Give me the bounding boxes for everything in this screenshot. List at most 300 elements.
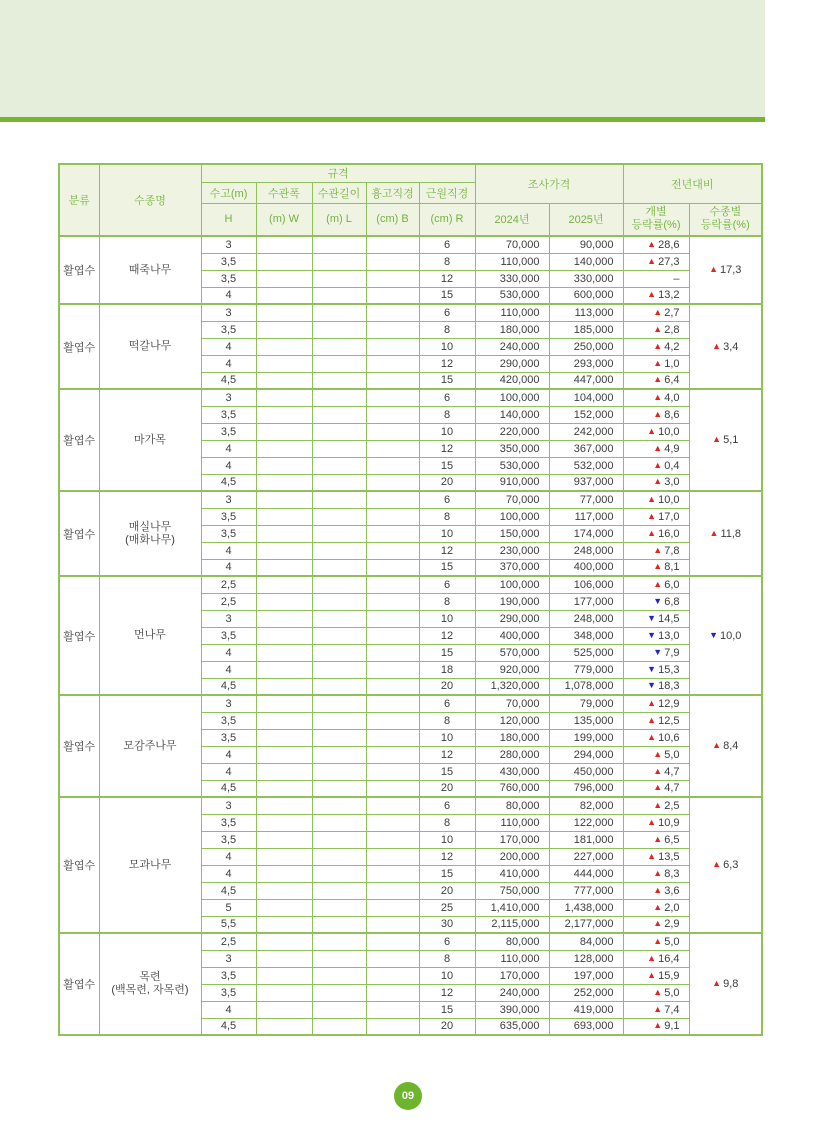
up-triangle-icon: ▲ (712, 434, 722, 444)
dbh-cell (366, 712, 419, 729)
crown-width-cell (256, 593, 312, 610)
up-triangle-icon: ▲ (653, 935, 663, 946)
height-cell: 4,5 (201, 780, 256, 797)
root-diameter-cell: 30 (419, 916, 475, 933)
rate-value: 7,9 (664, 646, 680, 659)
crown-width-cell (256, 355, 312, 372)
species-rate-cell (689, 491, 762, 576)
crown-length-cell (312, 695, 366, 712)
crown-width-cell (256, 933, 312, 950)
price-2025-cell: 248,000 (549, 542, 623, 559)
price-2025-cell: 252,000 (549, 984, 623, 1001)
price-2024-cell: 80,000 (475, 797, 549, 814)
item-rate-cell (623, 729, 689, 746)
header-root-diameter-unit: (cm) R (419, 203, 475, 236)
table-row (59, 491, 762, 508)
root-diameter-cell: 18 (419, 661, 475, 678)
header-crown-length: 수관길이 (312, 182, 366, 203)
rate-value: 17,0 (658, 510, 680, 523)
item-rate-cell (623, 559, 689, 576)
crown-width-cell (256, 780, 312, 797)
item-rate-cell (623, 610, 689, 627)
up-triangle-icon: ▲ (653, 1003, 663, 1014)
crown-length-cell (312, 882, 366, 899)
dbh-cell (366, 355, 419, 372)
dbh-cell (366, 508, 419, 525)
item-rate-cell (623, 236, 689, 253)
item-rate-cell (623, 338, 689, 355)
item-rate-cell (623, 542, 689, 559)
crown-width-cell (256, 678, 312, 695)
price-2025-cell: 135,000 (549, 712, 623, 729)
crown-width-cell (256, 406, 312, 423)
height-cell: 3,5 (201, 814, 256, 831)
price-2025-cell: 348,000 (549, 627, 623, 644)
dbh-cell (366, 372, 419, 389)
rate-value: 2,7 (664, 306, 680, 319)
dbh-cell (366, 559, 419, 576)
crown-width-cell (256, 984, 312, 1001)
table-row (59, 236, 762, 253)
item-rate-cell (623, 1001, 689, 1018)
up-triangle-icon: ▲ (653, 408, 663, 419)
height-cell: 3 (201, 695, 256, 712)
item-rate-cell (623, 474, 689, 491)
height-cell: 3 (201, 389, 256, 406)
item-rate-cell (623, 865, 689, 882)
dbh-cell (366, 287, 419, 304)
rate-value: 2,9 (664, 918, 680, 931)
price-2025-cell: 532,000 (549, 457, 623, 474)
rate-value: 13,2 (658, 289, 680, 302)
crown-length-cell (312, 525, 366, 542)
root-diameter-cell: 6 (419, 389, 475, 406)
rate-value: 10,0 (658, 493, 680, 506)
rate-value: 8,6 (664, 408, 680, 421)
dbh-cell (366, 1001, 419, 1018)
height-cell: 5 (201, 899, 256, 916)
price-2025-cell: 122,000 (549, 814, 623, 831)
root-diameter-cell: 10 (419, 831, 475, 848)
price-2025-cell: 128,000 (549, 950, 623, 967)
root-diameter-cell: 8 (419, 712, 475, 729)
header-crown-length-unit: (m) L (312, 203, 366, 236)
price-2024-cell: 110,000 (475, 304, 549, 321)
price-2025-cell: 444,000 (549, 865, 623, 882)
price-2024-cell: 110,000 (475, 814, 549, 831)
height-cell: 3,5 (201, 525, 256, 542)
item-rate-cell (623, 406, 689, 423)
crown-width-cell (256, 304, 312, 321)
item-rate-cell (623, 1018, 689, 1035)
price-2024-cell: 635,000 (475, 1018, 549, 1035)
price-2024-cell: 200,000 (475, 848, 549, 865)
rate-value: 17,3 (720, 264, 742, 276)
price-2025-cell: 419,000 (549, 1001, 623, 1018)
item-rate-cell (623, 627, 689, 644)
header-height: 수고(m) (201, 182, 256, 203)
dbh-cell (366, 763, 419, 780)
item-rate-cell (623, 882, 689, 899)
crown-length-cell (312, 304, 366, 321)
root-diameter-cell: 15 (419, 1001, 475, 1018)
dbh-cell (366, 440, 419, 457)
price-2024-cell: 570,000 (475, 644, 549, 661)
price-2025-cell: 84,000 (549, 933, 623, 950)
crown-length-cell (312, 950, 366, 967)
table-row (59, 576, 762, 593)
item-rate-cell (623, 423, 689, 440)
height-cell: 2,5 (201, 933, 256, 950)
price-2025-cell: 197,000 (549, 967, 623, 984)
down-triangle-icon: ▼ (647, 629, 657, 640)
height-cell: 3,5 (201, 321, 256, 338)
crown-width-cell (256, 661, 312, 678)
tree-price-table (58, 163, 763, 1036)
crown-length-cell (312, 440, 366, 457)
root-diameter-cell: 15 (419, 763, 475, 780)
rate-value: 0,4 (664, 459, 680, 472)
dbh-cell (366, 729, 419, 746)
header-dbh-unit: (cm) B (366, 203, 419, 236)
price-2024-cell: 180,000 (475, 729, 549, 746)
down-triangle-icon: ▼ (653, 595, 663, 606)
dbh-cell (366, 695, 419, 712)
dbh-cell (366, 882, 419, 899)
item-rate-cell (623, 899, 689, 916)
price-2024-cell: 530,000 (475, 457, 549, 474)
rate-value: 2,0 (664, 901, 680, 914)
price-2024-cell: 280,000 (475, 746, 549, 763)
up-triangle-icon: ▲ (653, 561, 663, 572)
crown-length-cell (312, 831, 366, 848)
price-2024-cell: 370,000 (475, 559, 549, 576)
dbh-cell (366, 814, 419, 831)
item-rate-cell (623, 304, 689, 321)
height-cell: 3,5 (201, 406, 256, 423)
item-rate-cell (623, 780, 689, 797)
crown-width-cell (256, 729, 312, 746)
rate-value: 13,5 (658, 850, 680, 863)
rate-value: 6,0 (664, 578, 680, 591)
crown-width-cell (256, 253, 312, 270)
dbh-cell (366, 423, 419, 440)
root-diameter-cell: 8 (419, 406, 475, 423)
category-cell: 활엽수 (59, 933, 99, 1035)
height-cell: 4 (201, 457, 256, 474)
price-2025-cell: 181,000 (549, 831, 623, 848)
rate-value: 12,5 (658, 714, 680, 727)
item-rate-cell (623, 389, 689, 406)
down-triangle-icon: ▼ (653, 646, 663, 657)
rate-value: 2,8 (664, 323, 680, 336)
crown-length-cell (312, 933, 366, 950)
dbh-cell (366, 950, 419, 967)
price-2024-cell: 290,000 (475, 610, 549, 627)
rate-value: 13,0 (658, 629, 680, 642)
price-2024-cell: 100,000 (475, 576, 549, 593)
rate-value: 16,4 (658, 952, 680, 965)
crown-length-cell (312, 729, 366, 746)
crown-width-cell (256, 525, 312, 542)
rate-value: 15,3 (658, 663, 680, 676)
dbh-cell (366, 661, 419, 678)
crown-width-cell (256, 627, 312, 644)
root-diameter-cell: 15 (419, 865, 475, 882)
crown-length-cell (312, 406, 366, 423)
header-year-2024: 2024년 (475, 203, 549, 236)
rate-value: 3,6 (664, 884, 680, 897)
up-triangle-icon: ▲ (647, 952, 657, 963)
up-triangle-icon: ▲ (712, 978, 722, 988)
dbh-cell (366, 321, 419, 338)
height-cell: 4 (201, 559, 256, 576)
root-diameter-cell: 20 (419, 678, 475, 695)
price-2024-cell: 100,000 (475, 508, 549, 525)
crown-width-cell (256, 338, 312, 355)
up-triangle-icon: ▲ (653, 391, 663, 402)
height-cell: 3,5 (201, 729, 256, 746)
height-cell: 2,5 (201, 576, 256, 593)
price-2024-cell: 80,000 (475, 933, 549, 950)
price-2025-cell: 174,000 (549, 525, 623, 542)
price-2025-cell: 242,000 (549, 423, 623, 440)
item-rate-cell (623, 355, 689, 372)
price-2024-cell: 530,000 (475, 287, 549, 304)
height-cell: 4,5 (201, 882, 256, 899)
up-triangle-icon: ▲ (647, 238, 657, 249)
height-cell: 3,5 (201, 967, 256, 984)
rate-value: 10,6 (658, 731, 680, 744)
price-2024-cell: 390,000 (475, 1001, 549, 1018)
height-cell: 3 (201, 304, 256, 321)
up-triangle-icon: ▲ (653, 884, 663, 895)
root-diameter-cell: 12 (419, 627, 475, 644)
crown-length-cell (312, 491, 366, 508)
table-row (59, 797, 762, 814)
item-rate-cell (623, 508, 689, 525)
height-cell: 4 (201, 865, 256, 882)
page-header-band (0, 0, 765, 122)
price-2025-cell: 1,078,000 (549, 678, 623, 695)
up-triangle-icon: ▲ (653, 901, 663, 912)
price-2025-cell: 779,000 (549, 661, 623, 678)
species-rate-cell (689, 389, 762, 491)
root-diameter-cell: 8 (419, 950, 475, 967)
species-rate-cell (689, 797, 762, 933)
root-diameter-cell: 20 (419, 882, 475, 899)
crown-length-cell (312, 797, 366, 814)
height-cell: 3,5 (201, 831, 256, 848)
price-2025-cell: 796,000 (549, 780, 623, 797)
species-name-cell: 모감주나무 (99, 695, 201, 797)
up-triangle-icon: ▲ (647, 731, 657, 742)
root-diameter-cell: 12 (419, 355, 475, 372)
up-triangle-icon: ▲ (653, 867, 663, 878)
price-2025-cell: 2,177,000 (549, 916, 623, 933)
root-diameter-cell: 12 (419, 848, 475, 865)
height-cell: 3,5 (201, 627, 256, 644)
rate-value: 3,0 (664, 476, 680, 489)
header-spec-group: 규격 (201, 164, 475, 182)
rate-value: 10,9 (658, 816, 680, 829)
item-rate-cell (623, 525, 689, 542)
up-triangle-icon: ▲ (647, 969, 657, 980)
rate-value: 5,0 (664, 748, 680, 761)
up-triangle-icon: ▲ (653, 340, 663, 351)
crown-length-cell (312, 338, 366, 355)
header-root-diameter: 근원직경 (419, 182, 475, 203)
rate-value: 6,8 (664, 595, 680, 608)
crown-width-cell (256, 848, 312, 865)
crown-length-cell (312, 678, 366, 695)
up-triangle-icon: ▲ (647, 816, 657, 827)
up-triangle-icon: ▲ (653, 986, 663, 997)
dbh-cell (366, 457, 419, 474)
height-cell: 3,5 (201, 712, 256, 729)
price-2024-cell: 330,000 (475, 270, 549, 287)
crown-length-cell (312, 916, 366, 933)
root-diameter-cell: 6 (419, 797, 475, 814)
item-rate-cell (623, 814, 689, 831)
item-rate-cell (623, 797, 689, 814)
price-2024-cell: 170,000 (475, 967, 549, 984)
crown-width-cell (256, 491, 312, 508)
header-crown-width: 수관폭 (256, 182, 312, 203)
price-2025-cell: 77,000 (549, 491, 623, 508)
crown-length-cell (312, 423, 366, 440)
rate-value: 4,2 (664, 340, 680, 353)
up-triangle-icon: ▲ (653, 799, 663, 810)
header-species-rate-line2: 등락률(%) (700, 219, 750, 232)
up-triangle-icon: ▲ (653, 765, 663, 776)
price-2025-cell: 140,000 (549, 253, 623, 270)
rate-value: 7,4 (664, 1003, 680, 1016)
crown-width-cell (256, 423, 312, 440)
item-rate-cell (623, 763, 689, 780)
header-category: 분류 (59, 164, 99, 236)
price-2025-cell: 330,000 (549, 270, 623, 287)
rate-value: 18,3 (658, 680, 680, 693)
up-triangle-icon: ▲ (653, 748, 663, 759)
header-species-rate-line1: 수종별 (709, 206, 742, 219)
price-2025-cell: 447,000 (549, 372, 623, 389)
item-rate-cell (623, 457, 689, 474)
dbh-cell (366, 236, 419, 253)
root-diameter-cell: 8 (419, 508, 475, 525)
crown-length-cell (312, 508, 366, 525)
crown-length-cell (312, 848, 366, 865)
dbh-cell (366, 270, 419, 287)
price-2024-cell: 410,000 (475, 865, 549, 882)
dbh-cell (366, 865, 419, 882)
price-2025-cell: 693,000 (549, 1018, 623, 1035)
price-2025-cell: 293,000 (549, 355, 623, 372)
root-diameter-cell: 20 (419, 1018, 475, 1035)
rate-value: 10,0 (720, 629, 742, 642)
price-2024-cell: 2,115,000 (475, 916, 549, 933)
dbh-cell (366, 627, 419, 644)
down-triangle-icon: ▼ (647, 663, 657, 674)
price-2024-cell: 430,000 (475, 763, 549, 780)
height-cell: 4,5 (201, 372, 256, 389)
crown-width-cell (256, 542, 312, 559)
crown-width-cell (256, 916, 312, 933)
header-price-group: 조사가격 (475, 164, 623, 203)
category-cell: 활엽수 (59, 236, 99, 304)
crown-length-cell (312, 1018, 366, 1035)
root-diameter-cell: 12 (419, 440, 475, 457)
crown-width-cell (256, 559, 312, 576)
item-rate-cell (623, 372, 689, 389)
rate-value: 11,8 (720, 527, 742, 540)
up-triangle-icon: ▲ (653, 782, 663, 793)
header-item-rate (623, 203, 689, 236)
height-cell: 4 (201, 661, 256, 678)
price-2025-cell: 400,000 (549, 559, 623, 576)
root-diameter-cell: 15 (419, 644, 475, 661)
item-rate-cell (623, 933, 689, 950)
crown-width-cell (256, 474, 312, 491)
crown-length-cell (312, 780, 366, 797)
root-diameter-cell: 12 (419, 270, 475, 287)
up-triangle-icon: ▲ (653, 918, 663, 929)
dbh-cell (366, 542, 419, 559)
dbh-cell (366, 576, 419, 593)
rate-value: 6,4 (664, 374, 680, 387)
up-triangle-icon: ▲ (653, 306, 663, 317)
item-rate-cell (623, 321, 689, 338)
price-2025-cell: 525,000 (549, 644, 623, 661)
price-2024-cell: 70,000 (475, 695, 549, 712)
root-diameter-cell: 6 (419, 491, 475, 508)
root-diameter-cell: 10 (419, 525, 475, 542)
height-cell: 2,5 (201, 593, 256, 610)
root-diameter-cell: 10 (419, 610, 475, 627)
item-rate-cell (623, 831, 689, 848)
up-triangle-icon: ▲ (647, 289, 657, 300)
price-2025-cell: 248,000 (549, 610, 623, 627)
dbh-cell (366, 831, 419, 848)
rate-value: 8,4 (723, 740, 739, 752)
up-triangle-icon: ▲ (653, 833, 663, 844)
price-2025-cell: 600,000 (549, 287, 623, 304)
height-cell: 4 (201, 746, 256, 763)
species-name-cell: 떡갈나무 (99, 304, 201, 389)
species-name-cell: 목련 (백목련, 자목련) (99, 933, 201, 1035)
dbh-cell (366, 916, 419, 933)
root-diameter-cell: 20 (419, 780, 475, 797)
price-2025-cell: 79,000 (549, 695, 623, 712)
rate-value: 27,3 (658, 255, 680, 268)
table-row (59, 389, 762, 406)
rate-value: 5,1 (723, 434, 739, 446)
category-cell: 활엽수 (59, 389, 99, 491)
dbh-cell (366, 525, 419, 542)
up-triangle-icon: ▲ (647, 850, 657, 861)
header-item-rate-line1: 개별 (645, 206, 667, 219)
crown-length-cell (312, 1001, 366, 1018)
price-2024-cell: 110,000 (475, 253, 549, 270)
crown-length-cell (312, 542, 366, 559)
up-triangle-icon: ▲ (712, 340, 722, 351)
up-triangle-icon: ▲ (653, 374, 663, 385)
crown-width-cell (256, 270, 312, 287)
root-diameter-cell: 6 (419, 236, 475, 253)
price-2024-cell: 400,000 (475, 627, 549, 644)
item-rate-cell (623, 593, 689, 610)
height-cell: 3,5 (201, 270, 256, 287)
